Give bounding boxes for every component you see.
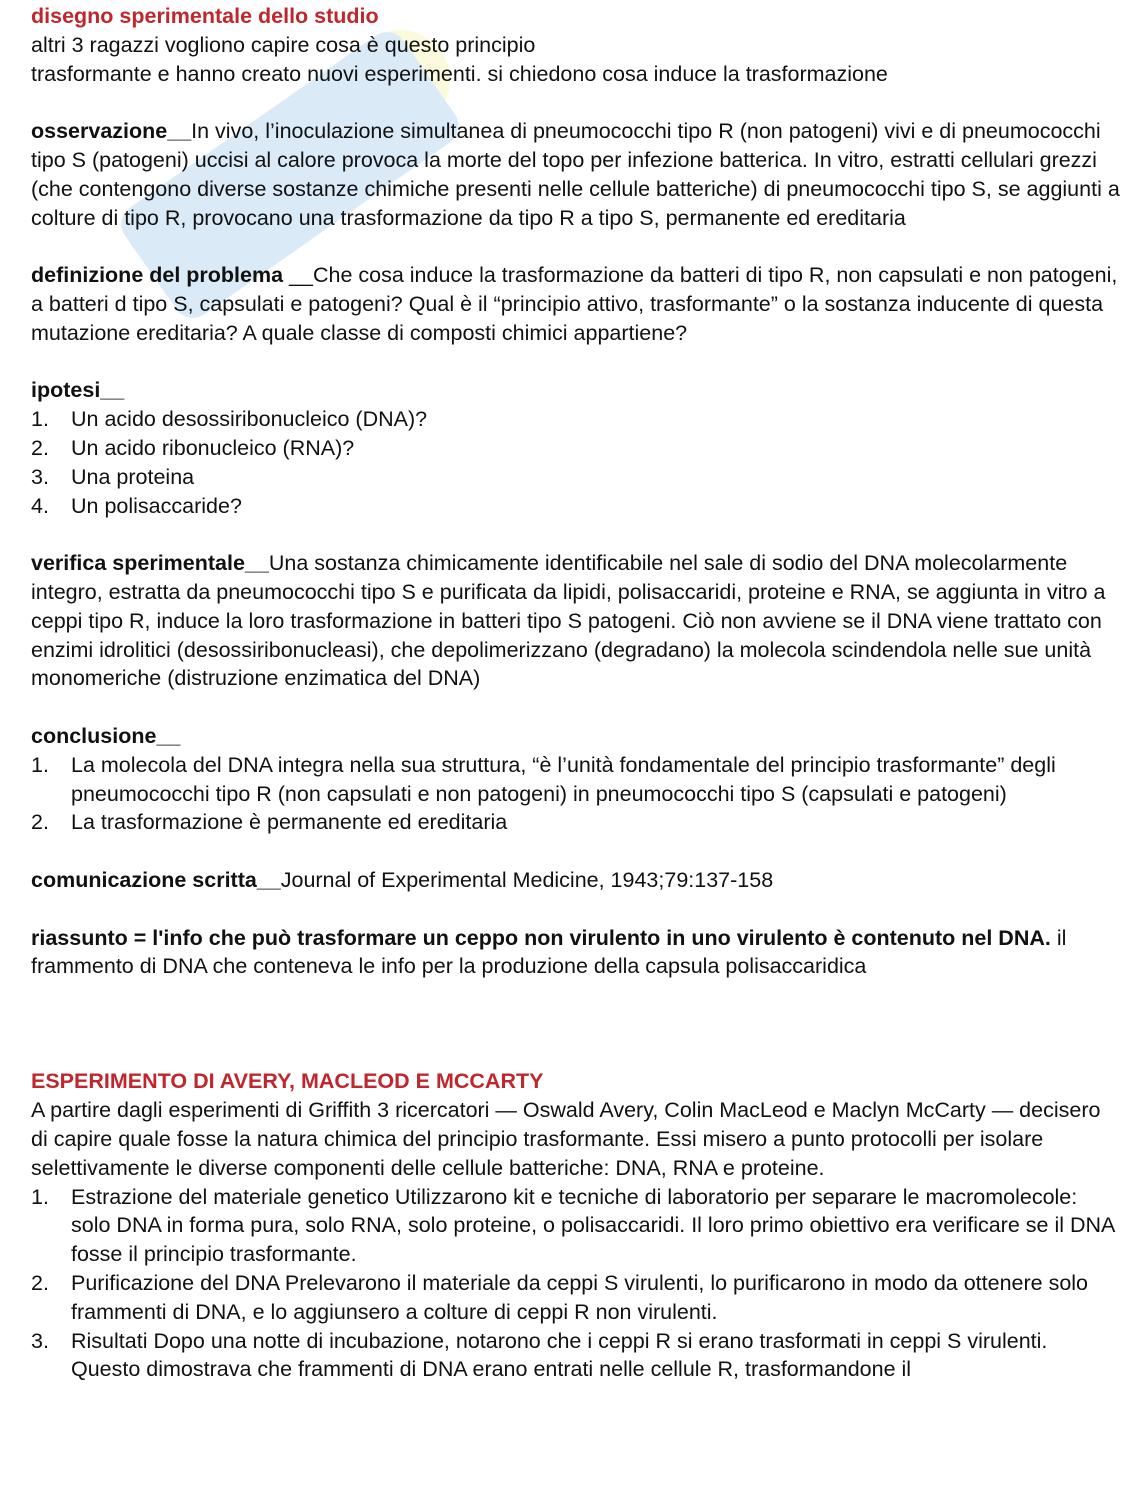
observation-label: osservazione__ (31, 119, 192, 144)
problem-text: __Che cosa induce la trasformazione da batteri di tipo R, non capsulati e non patogeni, a batteri d tipo S, capsulati e patogeni? Qual è il “principio attivo, trasformante” o la sostanza inducente di questa mutazione ereditaria? A quale classe di composti chimici appartiene? (31, 263, 1118, 345)
list-item: 1. La molecola del DNA integra nella sua struttura, “è l’unità fondamentale del principio trasformante” degli pneumococchi tipo R (non capsulati e non patogeni) in pneumococchi tipo S (capsulati e patogeni) (31, 752, 1056, 806)
conclusion-list (31, 751, 1121, 837)
hypothesis-list (31, 405, 1121, 520)
document-page (31, 2, 1121, 1384)
section-heading-avery: ESPERIMENTO DI AVERY, MACLEOD E MCCARTY (31, 1069, 544, 1094)
intro-line: trasformante e hanno creato nuovi esperimenti. si chiedono cosa induce la trasformazione (31, 61, 888, 86)
list-item: 3. Risultati Dopo una notte di incubazione, notarono che i ceppi R si erano trasformati in ceppi S virulenti. Questo dimostrava che frammenti di DNA erano entrati nelle cellule R, trasformandone il (31, 1328, 1048, 1382)
observation-text: In vivo, l’inoculazione simultanea di pneumococchi tipo R (non patogeni) vivi e di pneumococchi tipo S (patogeni) uccisi al calore provoca la morte del topo per infezione batterica. In vitro, estratti cellulari grezzi (che contengono diverse sostanze chimiche presenti nelle cellule batteriche) di pneumococchi tipo S, se aggiunti a colture di tipo R, provocano una trasformazione da tipo R a tipo S, permanente ed ereditaria (31, 119, 1120, 230)
list-item: 2. La trasformazione è permanente ed ereditaria (31, 810, 508, 835)
list-item: 1. Estrazione del materiale genetico Utilizzarono kit e tecniche di laboratorio per separare le macromolecole: solo DNA in forma pura, solo RNA, solo proteine, o polisaccaridi. Il loro primo obiettivo era verificare se il DNA fosse il principio trasformante. (31, 1184, 1115, 1267)
summary-paragraph (31, 924, 1121, 982)
communication-text: Journal of Experimental Medicine, 1943;79:137-158 (280, 867, 774, 892)
verification-paragraph (31, 549, 1121, 693)
communication-paragraph (31, 866, 1121, 895)
intro-line: altri 3 ragazzi vogliono capire cosa è questo principio (31, 32, 536, 57)
conclusion-label: conclusione__ (31, 723, 181, 748)
summary-label: riassunto = l'info che può trasformare un ceppo non virulento in uno virulento è contenuto nel DNA. (31, 925, 1051, 950)
problem-paragraph (31, 261, 1121, 347)
observation-paragraph (31, 117, 1121, 232)
verification-label: verifica sperimentale__ (31, 551, 269, 576)
avery-steps-list (31, 1183, 1121, 1385)
list-item: 1. Un acido desossiribonucleico (DNA)? (31, 407, 428, 432)
list-item: 2. Un acido ribonucleico (RNA)? (31, 435, 355, 460)
verification-text: Una sostanza chimicamente identificabile nel sale di sodio del DNA molecolarmente integro, estratta da pneumococchi tipo S e purificata da lipidi, polisaccaridi, proteine e RNA, se aggiunta in vitro a ceppi tipo R, induce la loro trasformazione in batteri tipo S patogeni. Ciò non avviene se il DNA viene trattato con enzimi idrolitici (desossiribonucleasi), che depolimerizzano (degradano) la molecola scindendola nelle sue unità monomeriche (distruzione enzimatica del DNA) (31, 551, 1106, 691)
list-item: 4. Un polisaccaride? (31, 493, 242, 518)
list-item: 2. Purificazione del DNA Prelevarono il materiale da ceppi S virulenti, lo purificarono in modo da ottenere solo frammenti di DNA, e lo aggiunsero a colture di ceppi R non virulenti. (31, 1271, 1089, 1324)
summary-text: il frammento di DNA che conteneva le info per la produzione della capsula polisaccaridica (31, 925, 1067, 979)
list-item: 3. Una proteina (31, 464, 195, 489)
communication-label: comunicazione scritta__ (31, 867, 281, 892)
problem-label: definizione del problema (31, 263, 290, 288)
section-heading-design: disegno sperimentale dello studio (31, 4, 379, 28)
hypothesis-label: ipotesi__ (31, 378, 125, 403)
avery-intro-paragraph: A partire dagli esperimenti di Griffith 3 ricercatori — Oswald Avery, Colin MacLeod e Maclyn McCarty — decisero di capire quale fosse la natura chimica del principio trasformante. Essi misero a punto protocolli per isolare selettivamente le diverse componenti delle cellule batteriche: DNA, RNA e proteine. (31, 1098, 1101, 1180)
